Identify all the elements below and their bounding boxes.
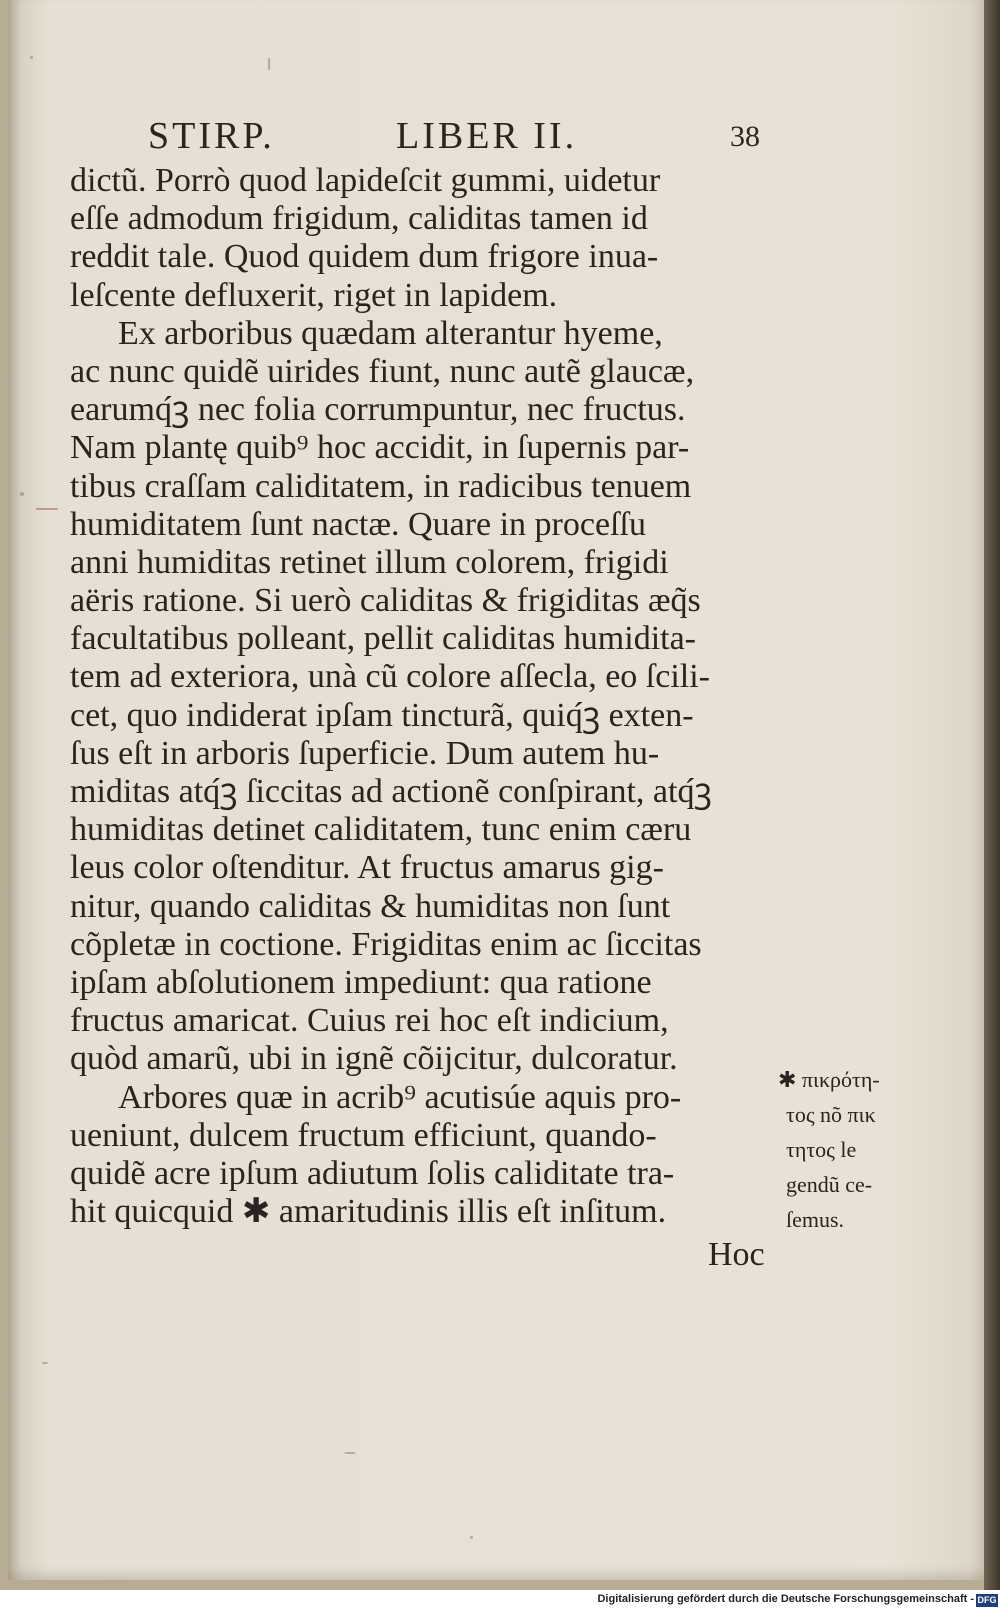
text-line: earumq́ꝫ nec folia corrumpuntur, nec fructus. — [70, 391, 686, 429]
text-line: ac nunc quidẽ uirides fiunt, nunc autẽ glaucæ, — [70, 352, 695, 390]
text-line: cet, quo indiderat ipſam tincturã, quiq́ꝫ exten- — [70, 696, 694, 734]
marginal-note — [778, 1062, 928, 1237]
text-line: quòd amarũ, ubi in ignẽ cõijcitur, dulcoratur. — [70, 1040, 678, 1078]
running-head-book: LIBER II. — [396, 115, 578, 157]
text-line: tibus craſſam caliditatem, in radicibus tenuem — [70, 467, 692, 505]
text-line: eſſe admodum frigidum, caliditas tamen id — [70, 200, 648, 238]
marginal-note-line: τητος le — [786, 1137, 857, 1162]
text-line: humiditatem ſunt nactæ. Quare in proceſſu — [70, 505, 646, 543]
page-number: 38 — [730, 120, 760, 153]
text-line: cõpletæ in coctione. Frigiditas enim ac ſiccitas — [70, 925, 702, 963]
text-line: dictũ. Porrò quod lapideſcit gummi, uidetur — [70, 162, 661, 199]
text-line: anni humiditas retinet illum colorem, frigidi — [70, 543, 669, 581]
text-line: ueniunt, dulcem fructum efficiunt, quando- — [70, 1116, 657, 1154]
text-line: nitur, quando caliditas & humiditas non ſunt — [70, 887, 671, 925]
text-line: Nam plantę quib⁹ hoc accidit, in ſupernis par- — [70, 429, 690, 467]
page-edge-shadow — [984, 0, 1000, 1590]
text-line: reddit tale. Quod quidem dum frigore inua- — [70, 238, 659, 276]
text-line: ipſam abſolutionem impediunt: qua ratione — [70, 963, 652, 1001]
text-line: hit quicquid ✱ amaritudinis illis eſt inſitum. — [70, 1193, 667, 1231]
text-line: fructus amaricat. Cuius rei hoc eſt indicium, — [70, 1002, 669, 1040]
running-head — [148, 114, 760, 162]
text-line: facultatibus polleant, pellit caliditas humidita- — [70, 620, 696, 658]
dfg-logo-icon: DFG — [977, 1595, 997, 1605]
marginal-note-line: ſemus. — [786, 1207, 845, 1232]
text-line: Arbores quæ in acrib⁹ acutisúe aquis pro- — [118, 1078, 682, 1116]
text-line: aëris ratione. Si uerò caliditas & frigiditas æq̃s — [70, 582, 701, 620]
running-head-title: STIRP. — [148, 115, 275, 157]
text-line: miditas atq́ꝫ ſiccitas ad actionẽ conſpirant, atq́ꝫ — [70, 773, 712, 810]
text-line: humiditas detinet caliditatem, tunc enim cæru — [70, 811, 692, 849]
body-text — [70, 162, 790, 1231]
text-line: ſus eſt in arboris ſuperficie. Dum autem hu- — [70, 734, 660, 772]
funding-credit: Digitalisierung gefördert durch die Deutsche Forschungsgemeinschaft - — [597, 1593, 974, 1605]
text-line: leſcente defluxerit, riget in lapidem. — [70, 276, 558, 314]
digitization-footer — [0, 1590, 1000, 1612]
marginal-note-line: ✱ πικρότη- — [778, 1067, 880, 1092]
text-line: Ex arboribus quædam alterantur hyeme, — [118, 314, 663, 352]
text-line: tem ad exteriora, unà cũ colore aſſecla, eo ſcili- — [70, 658, 711, 696]
text-line: leus color oſtenditur. At fructus amarus gig- — [70, 849, 664, 887]
catchword: Hoc — [708, 1236, 765, 1273]
text-line: quidẽ acre ipſum adiutum ſolis caliditate tra- — [70, 1154, 675, 1192]
marginal-note-line: gendũ ce- — [786, 1172, 873, 1197]
marginal-note-line: τος nõ πικ — [786, 1102, 876, 1127]
